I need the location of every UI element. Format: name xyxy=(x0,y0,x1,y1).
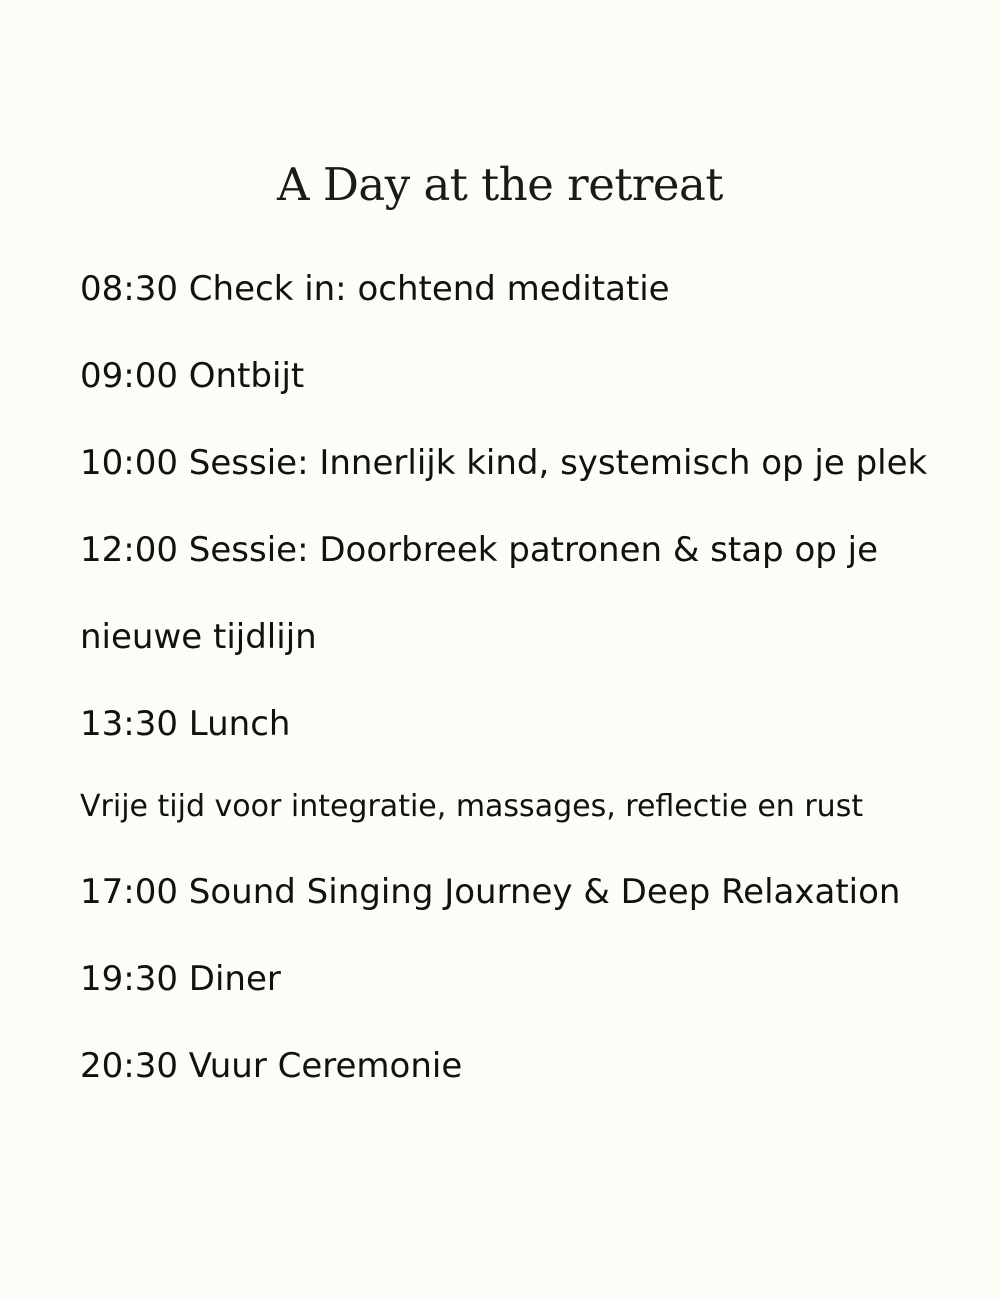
schedule-item: 17:00 Sound Singing Journey & Deep Relaxation xyxy=(80,872,901,912)
page-title: A Day at the retreat xyxy=(277,158,723,211)
schedule-item: 08:30 Check in: ochtend meditatie xyxy=(80,269,670,309)
schedule-item: 09:00 Ontbijt xyxy=(80,356,305,396)
schedule-item: 20:30 Vuur Ceremonie xyxy=(80,1046,463,1086)
schedule-item: 10:00 Sessie: Innerlijk kind, systemisch op je plek xyxy=(80,443,928,483)
schedule-item-continuation: nieuwe tijdlijn xyxy=(80,617,317,657)
schedule-item: 13:30 Lunch xyxy=(80,704,291,744)
schedule-item: 12:00 Sessie: Doorbreek patronen & stap op je xyxy=(80,530,879,570)
schedule-note: Vrije tijd voor integratie, massages, reflectie en rust xyxy=(80,789,864,824)
schedule-item: 19:30 Diner xyxy=(80,959,281,999)
